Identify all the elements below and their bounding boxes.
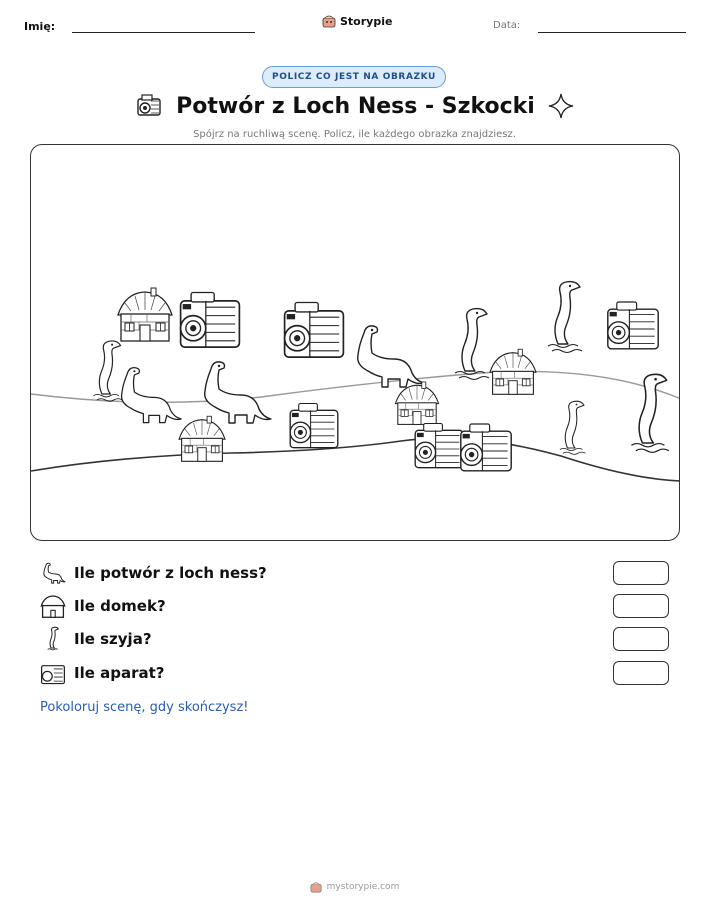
camera-figure xyxy=(181,293,240,348)
footer-url[interactable]: mystorypie.com xyxy=(326,882,400,892)
neck-figure xyxy=(631,374,668,452)
answer-box[interactable] xyxy=(613,627,669,651)
brand-logo xyxy=(322,14,392,28)
camera-figure xyxy=(285,303,344,358)
name-label: Imię: xyxy=(24,20,56,33)
camera-figure xyxy=(461,424,511,471)
title-row xyxy=(0,92,709,120)
question-row xyxy=(40,624,680,654)
neck-figure xyxy=(560,401,586,454)
neck-figure xyxy=(93,341,122,401)
date-line[interactable] xyxy=(538,32,686,33)
dinosaur-figure xyxy=(122,368,182,423)
task-badge: POLICZ CO JEST NA OBRAZKU xyxy=(262,66,446,88)
neck-figure xyxy=(548,282,582,353)
storypie-icon xyxy=(322,14,336,28)
house-icon xyxy=(40,593,66,619)
date-label: Data: xyxy=(493,20,521,31)
camera-figure xyxy=(608,302,658,349)
camera-figure xyxy=(290,404,338,448)
page-title: Potwór z Loch Ness - Szkocki xyxy=(176,93,535,119)
question-text: Ile domek? xyxy=(74,597,166,615)
house-figure xyxy=(179,416,225,461)
coloring-note: Pokoloruj scenę, gdy skończysz! xyxy=(40,700,249,715)
storypie-icon xyxy=(310,881,322,893)
camera-figure xyxy=(415,424,463,468)
question-row xyxy=(40,591,680,621)
answer-box[interactable] xyxy=(613,561,669,585)
dinosaur-figure xyxy=(205,362,271,423)
brand-name: Storypie xyxy=(340,14,393,28)
question-row xyxy=(40,558,680,588)
footer xyxy=(0,881,709,893)
name-line[interactable] xyxy=(72,32,255,33)
house-figure xyxy=(118,288,172,341)
answer-box[interactable] xyxy=(613,661,669,685)
question-row xyxy=(40,658,680,688)
house-figure xyxy=(395,382,438,424)
dinosaur-figure xyxy=(358,326,424,387)
house-figure xyxy=(490,349,536,394)
sparkle-icon xyxy=(547,92,575,120)
instructions: Spójrz na ruchliwą scenę. Policz, ile każdego obrazka znajdziesz. xyxy=(193,129,516,140)
neck-figure xyxy=(455,309,489,380)
scene-illustration xyxy=(31,145,680,541)
question-text: Ile szyja? xyxy=(74,630,152,648)
question-text: Ile aparat? xyxy=(74,664,165,682)
camera-icon xyxy=(134,93,164,119)
camera-icon xyxy=(40,660,66,686)
question-text: Ile potwór z loch ness? xyxy=(74,564,267,582)
answer-box[interactable] xyxy=(613,594,669,618)
dinosaur-icon xyxy=(40,560,66,586)
counting-scene xyxy=(30,144,680,541)
neck-icon xyxy=(40,626,66,652)
